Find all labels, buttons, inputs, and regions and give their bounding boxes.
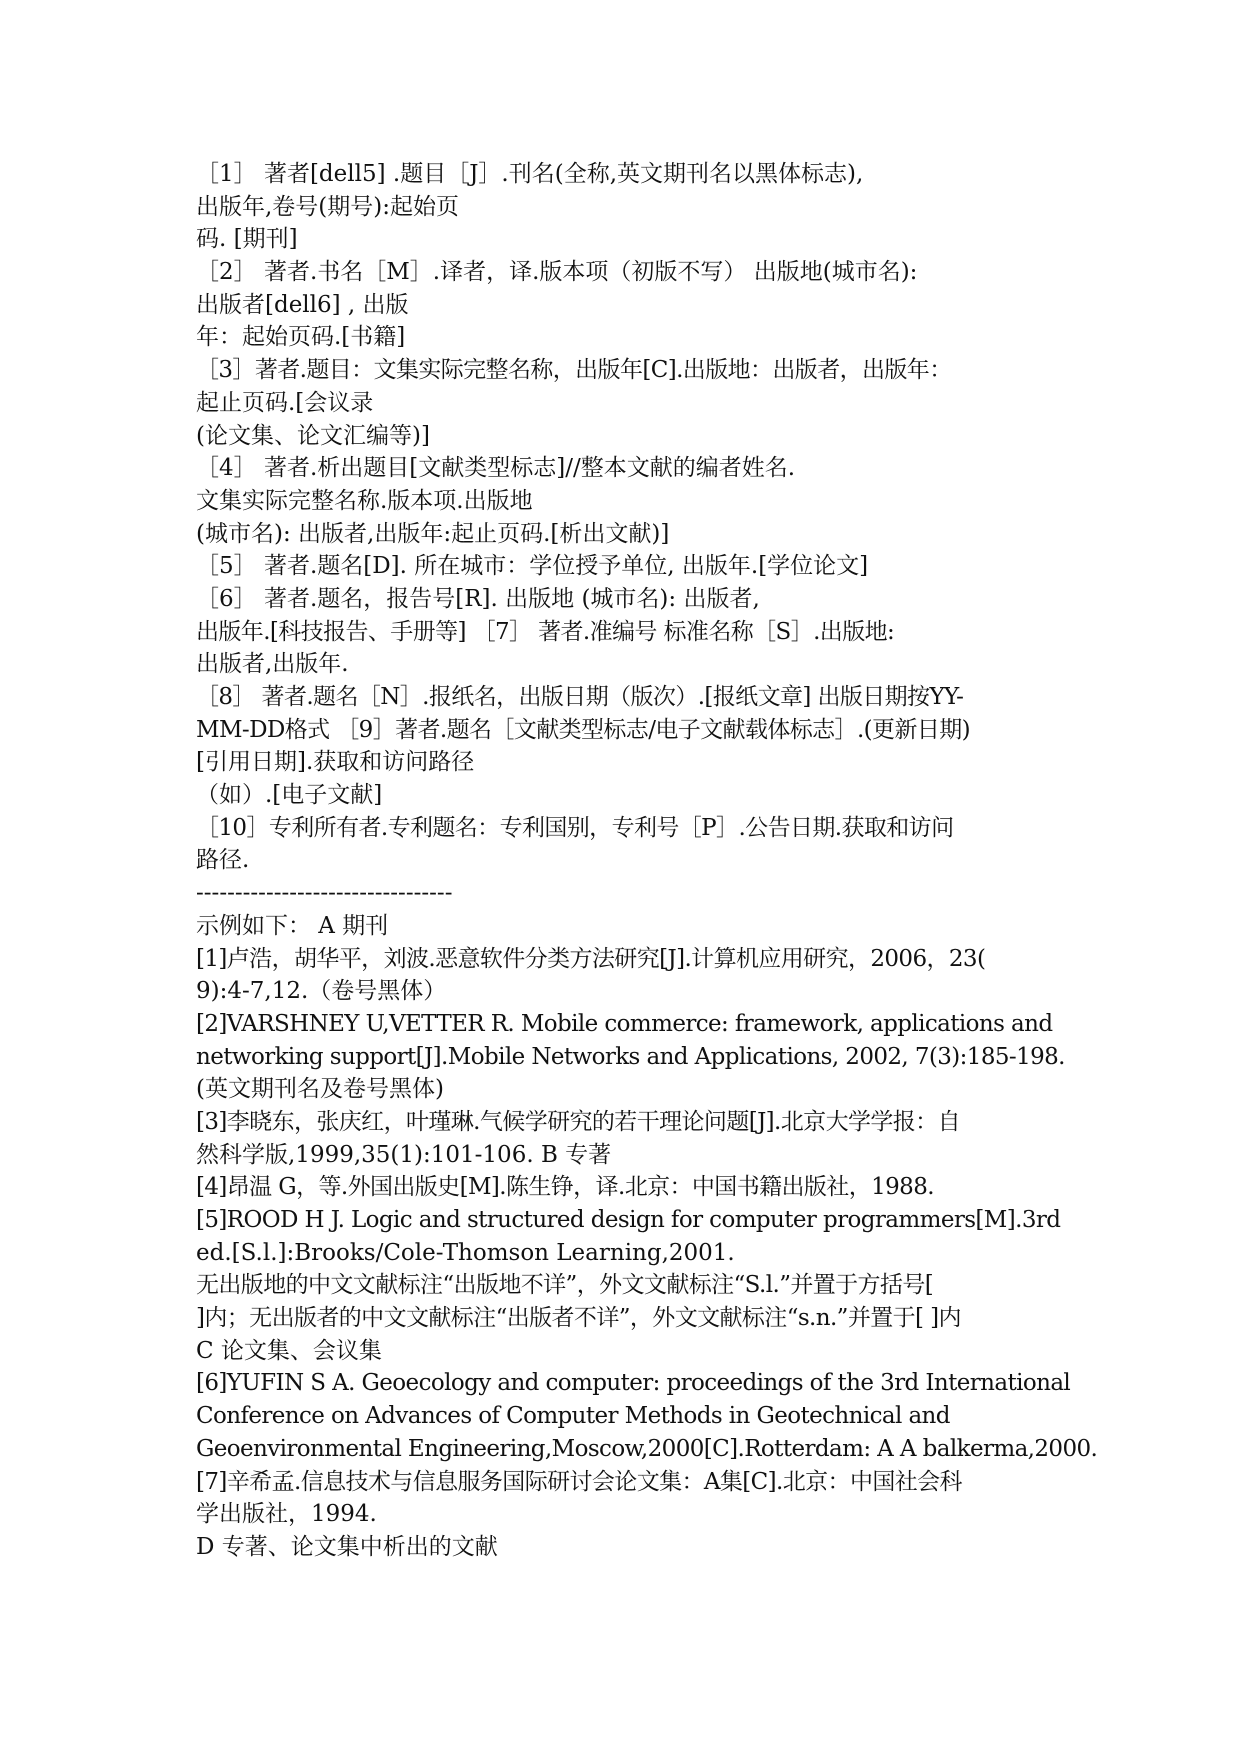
text-line: [引用日期].获取和访问路径 xyxy=(196,749,475,776)
text-line: C 论文集、会议集 xyxy=(196,1337,382,1364)
text-line: 起止页码.[会议录 xyxy=(196,389,374,416)
text-line: 码. [期刊] xyxy=(196,226,298,253)
text-line: 学出版社，1994. xyxy=(196,1501,377,1528)
text-line: ed.[S.l.]:Brooks/Cole-Thomson Learning,2001. xyxy=(196,1239,735,1266)
text-line: ［1］ 著者[dell5] .题目［J］.刊名(全称,英文期刊名以黑体标志), xyxy=(196,161,864,187)
text-line: 9):4-7,12.（卷号黑体） xyxy=(196,978,447,1005)
text-line: ［6］ 著者.题名，报告号[R]. 出版地 (城市名): 出版者, xyxy=(196,585,760,612)
text-line: ［8］ 著者.题名［N］.报纸名，出版日期（版次）.[报纸文章] 出版日期按YY- xyxy=(196,684,964,710)
text-line: (城市名): 出版者,出版年:起止页码.[析出文献)] xyxy=(196,520,670,547)
text-line: 路径. xyxy=(196,847,250,874)
text-line: 年：起始页码.[书籍] xyxy=(196,324,406,351)
text-line: 无出版地的中文文献标注“出版地不详”，外文文献标注“S.l.”并置于方括号[ xyxy=(196,1272,934,1299)
text-line: [3]李晓东，张庆红，叶瑾琳.气候学研究的若干理论问题[J].北京大学学报：自 xyxy=(196,1108,960,1135)
text-line: 出版年.[科技报告、手册等] ［7］ 著者.准编号 标准名称［S］.出版地: xyxy=(196,618,895,645)
text-line: ]内；无出版者的中文文献标注“出版者不详”，外文文献标注“s.n.”并置于[ ]内 xyxy=(196,1305,961,1332)
text-line: (英文期刊名及卷号黑体) xyxy=(196,1076,444,1103)
text-line: ［10］专利所有者.专利题名：专利国别，专利号［P］.公告日期.获取和访问 xyxy=(196,814,954,841)
text-line: ［5］ 著者.题名[D]. 所在城市：学位授予单位, 出版年.[学位论文] xyxy=(196,553,869,580)
text-line: [6]YUFIN S A. Geoecology and computer: proceedings of the 3rd International xyxy=(196,1370,1071,1397)
text-line: 示例如下： A 期刊 xyxy=(196,912,389,939)
text-line: [5]ROOD H J. Logic and structured design for computer programmers[M].3rd xyxy=(196,1207,1061,1233)
text-line: MM-DD格式 ［9］著者.题名［文献类型标志/电子文献载体标志］.(更新日期) xyxy=(196,716,971,743)
text-line: Conference on Advances of Computer Methods in Geotechnical and xyxy=(196,1403,950,1430)
text-line: Geoenvironmental Engineering,Moscow,2000[C].Rotterdam: A A balkerma,2000. xyxy=(196,1435,1098,1462)
text-line: 出版年,卷号(期号):起始页 xyxy=(196,193,460,220)
text-line: ［3］著者.题目：文集实际完整名称，出版年[C].出版地：出版者，出版年： xyxy=(196,357,952,384)
document-page xyxy=(196,158,1098,1564)
text-line: 文集实际完整名称.版本项.出版地 xyxy=(196,487,533,514)
text-line: ［2］ 著者.书名［M］.译者，译.版本项（初版不写） 出版地(城市名): xyxy=(196,259,918,286)
text-line: D 专著、论文集中析出的文献 xyxy=(196,1533,498,1560)
text-line: [2]VARSHNEY U,VETTER R. Mobile commerce: framework, applications and xyxy=(196,1010,1053,1037)
text-line: 出版者,出版年. xyxy=(196,651,349,678)
text-line: 然科学版,1999,35(1):101-106. B 专著 xyxy=(196,1141,612,1168)
text-line: (论文集、论文汇编等)] xyxy=(196,422,430,449)
text-line: （如）.[电子文献] xyxy=(196,782,383,809)
section-divider: --------------------------------- xyxy=(196,880,453,907)
text-line: [1]卢浩，胡华平，刘波.恶意软件分类方法研究[J].计算机应用研究，2006，23( xyxy=(196,945,986,972)
text-line: [4]昂温 G，等.外国出版史[M].陈生铮，译.北京：中国书籍出版社，1988. xyxy=(196,1174,934,1201)
text-line: networking support[J].Mobile Networks and Applications, 2002, 7(3):185-198. xyxy=(196,1043,1065,1070)
text-line: ［4］ 著者.析出题目[文献类型标志]//整本文献的编者姓名. xyxy=(196,455,796,482)
text-line: 出版者[dell6] , 出版 xyxy=(196,291,409,318)
text-line: [7]辛希孟.信息技术与信息服务国际研讨会论文集：A集[C].北京：中国社会科 xyxy=(196,1468,962,1495)
